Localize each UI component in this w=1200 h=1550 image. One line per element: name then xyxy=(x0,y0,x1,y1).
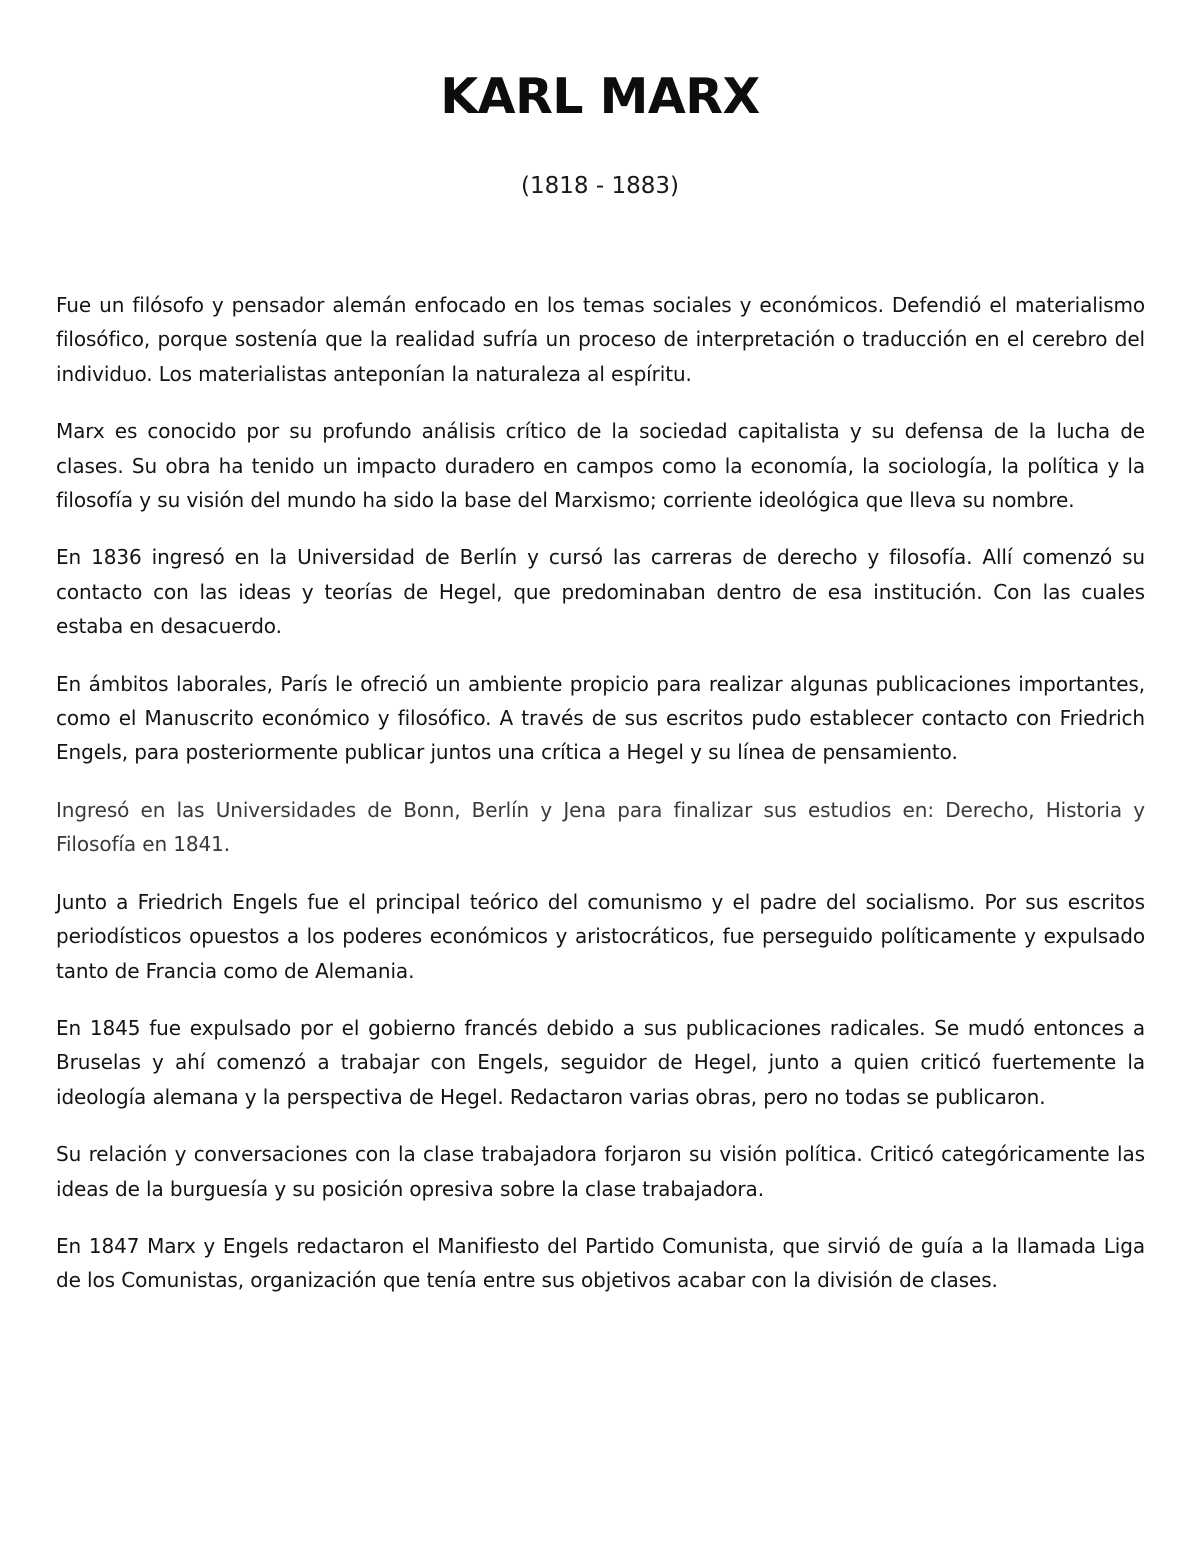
paragraph: En ámbitos laborales, París le ofreció un ambiente propicio para realizar algunas publicaciones importantes, como el Manuscrito económico y filosófico. A través de sus escritos pudo establecer contacto con Friedrich Engels, para posteriormente publicar juntos una crítica a Hegel y su línea de pensamiento. xyxy=(56,671,1145,765)
document-body xyxy=(56,288,1145,1321)
lifespan-dates: (1818 - 1883) xyxy=(521,173,679,199)
paragraph: Marx es conocido por su profundo análisis crítico de la sociedad capitalista y su defensa de la lucha de clases. Su obra ha tenido un impacto duradero en campos como la economía, la sociología, la política y la filosofía y su visión del mundo ha sido la base del Marxismo; corriente ideológica que lleva su nombre. xyxy=(56,419,1145,513)
paragraph: Fue un filósofo y pensador alemán enfocado en los temas sociales y económicos. Defendió el materialismo filosófico, porque sostenía que la realidad sufría un proceso de interpretación o traducción en el cerebro del individuo. Los materialistas anteponían la naturaleza al espíritu. xyxy=(56,293,1145,386)
paragraph: Ingresó en las Universidades de Bonn, Berlín y Jena para finalizar sus estudios en: Derecho, Historia y Filosofía en 1841. xyxy=(56,797,1145,857)
paragraph: En 1836 ingresó en la Universidad de Berlín y cursó las carreras de derecho y filosofía. Allí comenzó su contacto con las ideas y teorías de Hegel, que predominaban dentro de esa institución. Con las cuales estaba en desacuerdo. xyxy=(56,545,1145,639)
document-title: KARL MARX xyxy=(440,68,760,125)
paragraph: Junto a Friedrich Engels fue el principal teórico del comunismo y el padre del socialismo. Por sus escritos periodísticos opuestos a los poderes económicos y aristocráticos, fue perseguido políticamente y expulsado tanto de Francia como de Alemania. xyxy=(56,889,1145,983)
paragraph: Su relación y conversaciones con la clase trabajadora forjaron su visión política. Criticó categóricamente las ideas de la burguesía y su posición opresiva sobre la clase trabajadora. xyxy=(56,1142,1145,1201)
paragraph: En 1845 fue expulsado por el gobierno francés debido a sus publicaciones radicales. Se mudó entonces a Bruselas y ahí comenzó a trabajar con Engels, seguidor de Hegel, junto a quien criticó fuertemente la ideología alemana y la perspectiva de Hegel. Redactaron varias obras, pero no todas se publicaron. xyxy=(56,1015,1145,1109)
paragraph: En 1847 Marx y Engels redactaron el Manifiesto del Partido Comunista, que sirvió de guía a la llamada Liga de los Comunistas, organización que tenía entre sus objetivos acabar con la división de clases. xyxy=(56,1233,1145,1293)
